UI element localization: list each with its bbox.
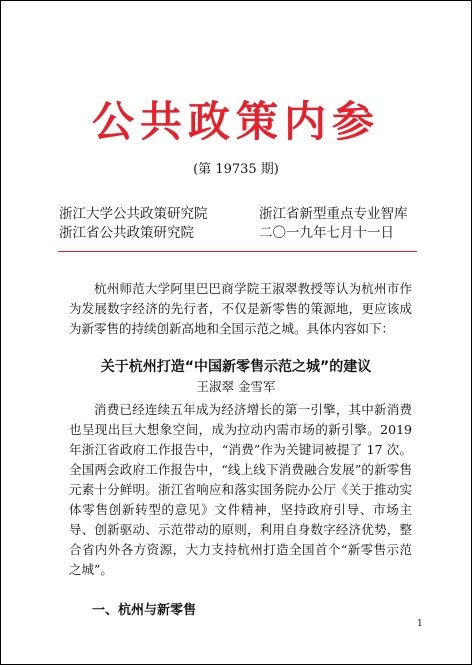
page-number: 1 <box>417 619 423 629</box>
publisher-left-line1: 浙江大学公共政策研究院 <box>59 206 208 222</box>
issue-number: (第 19735 期) <box>193 162 279 177</box>
article-authors: 王淑翠 金雪军 <box>196 379 276 394</box>
article-title: 关于杭州打造“中国新零售示范之城”的建议 <box>100 359 372 375</box>
body-paragraph: 消费已经连续五年成为经济增长的第一引擎，其中新消费也呈现出巨大想象空间，成为拉动内需市场的新引擎。2019 年浙江省政府工作报告中，“消费”作为关键词被提了 17 次。全国两会政府工作报告中，“线上线下消费融合发展”的新零售元素十分鲜明。浙江省响应和落实国务院办公厅《关于推动实体零售创新转型的意见》文件精神，坚持政府引导、市场主导、创新驱动、示范带动的原则，利用自身数字经济优势，整合省内外各方资源，大力支持杭州打造全国首个“新零售示范之城”。 <box>69 402 412 577</box>
publisher-left <box>59 205 208 243</box>
red-divider <box>58 251 417 252</box>
publication-date: 二〇一九年七月十一日 <box>259 225 394 241</box>
intro-paragraph: 杭州师范大学阿里巴巴商学院王淑翠教授等认为杭州市作为发展数字经济的先行者，不仅是新零售的策源地，更应该成为新零售的持续创新高地和全国示范之城。具体内容如下： <box>69 281 412 336</box>
publisher-right-line1: 浙江省新型重点专业智库 <box>259 206 408 222</box>
section-heading: 一、杭州与新零售 <box>92 603 197 618</box>
masthead-title: 公共政策内参 <box>91 97 380 146</box>
publisher-left-line2: 浙江省公共政策研究院 <box>59 225 194 241</box>
publisher-right <box>259 205 408 243</box>
